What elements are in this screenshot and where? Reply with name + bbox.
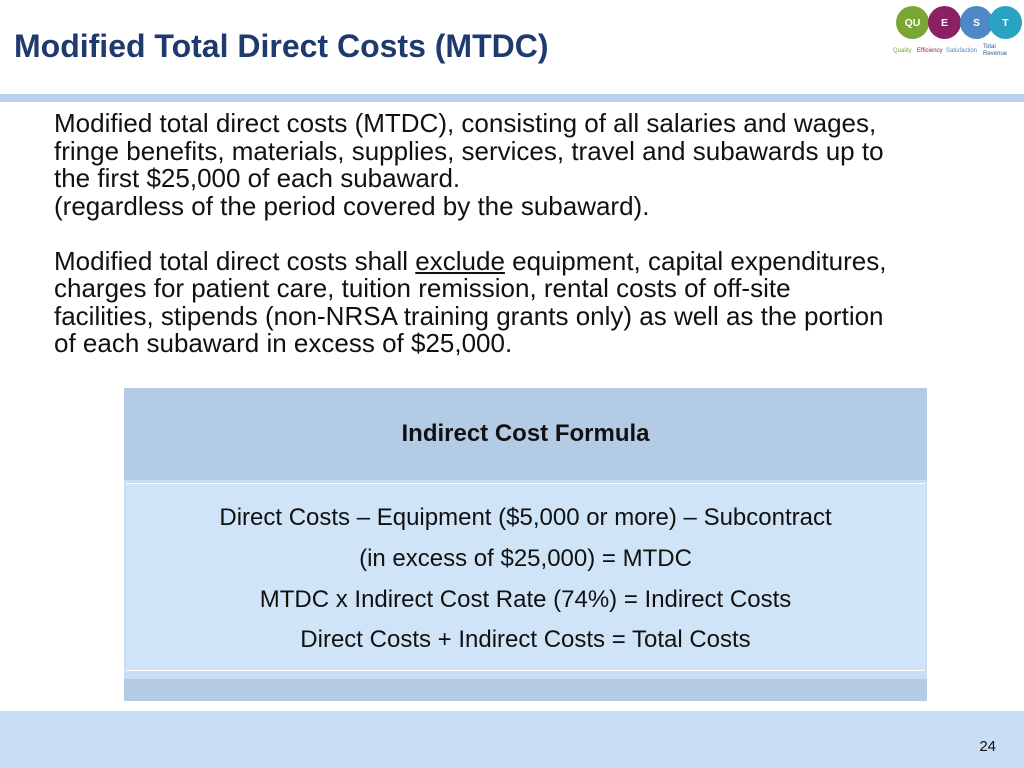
paragraph1-line4: (regardless of the period covered by the subaward).: [54, 190, 650, 221]
logo-circle-e: E: [928, 6, 961, 39]
formula-line-4: Direct Costs + Indirect Costs = Total Costs: [300, 626, 751, 653]
logo-label-quality: Quality: [893, 48, 912, 54]
paragraph1-line3: the first $25,000 of each subaward.: [54, 163, 461, 193]
logo-circle-qu: QU: [896, 6, 929, 39]
logo-label-efficiency: Efficiency: [917, 48, 943, 54]
formula-table: [124, 388, 927, 701]
quest-logo: [890, 4, 1022, 62]
page-number: 24: [979, 738, 996, 755]
logo-label-satisfaction: Satisfaction: [946, 48, 978, 54]
paragraph2-line2: charges for patient care, tuition remission, rental costs of off-site: [54, 273, 791, 303]
logo-label-revenue: Revenue: [983, 51, 1008, 57]
logo-label-total: Total: [983, 44, 996, 50]
paragraph1-line1: Modified total direct costs (MTDC), consisting of all salaries and wages,: [54, 108, 877, 138]
slide-title: Modified Total Direct Costs (MTDC): [14, 28, 549, 64]
paragraph1-line2: fringe benefits, materials, supplies, services, travel and subawards up to: [54, 135, 884, 166]
formula-line-3: MTDC x Indirect Cost Rate (74%) = Indirect Costs: [259, 586, 792, 613]
formula-header: Indirect Cost Formula: [124, 388, 927, 480]
header-divider-band: [0, 94, 1024, 102]
body-text: [54, 110, 984, 358]
formula-line-2: (in excess of $25,000) = MTDC: [359, 545, 692, 572]
formula-footer: [124, 679, 927, 701]
paragraph2-line3: facilities, stipends (non-NRSA training grants only) as well as the portion: [54, 300, 884, 331]
paragraph2-line1-after: equipment, capital expenditures,: [504, 245, 887, 276]
logo-circle-s: S: [960, 6, 993, 39]
formula-line-1: Direct Costs – Equipment ($5,000 or more) – Subcontract: [219, 504, 832, 531]
formula-body: [126, 483, 925, 671]
paragraph2-exclude-emphasis: exclude: [415, 245, 505, 276]
logo-circle-t: T: [989, 6, 1022, 39]
paragraph-gap: [54, 220, 984, 248]
paragraph2-line4: of each subaward in excess of $25,000.: [54, 328, 513, 358]
footer-band: [0, 711, 1024, 768]
paragraph2-line1-before: Modified total direct costs shall: [54, 245, 416, 276]
paragraph2-line1: [54, 245, 984, 276]
